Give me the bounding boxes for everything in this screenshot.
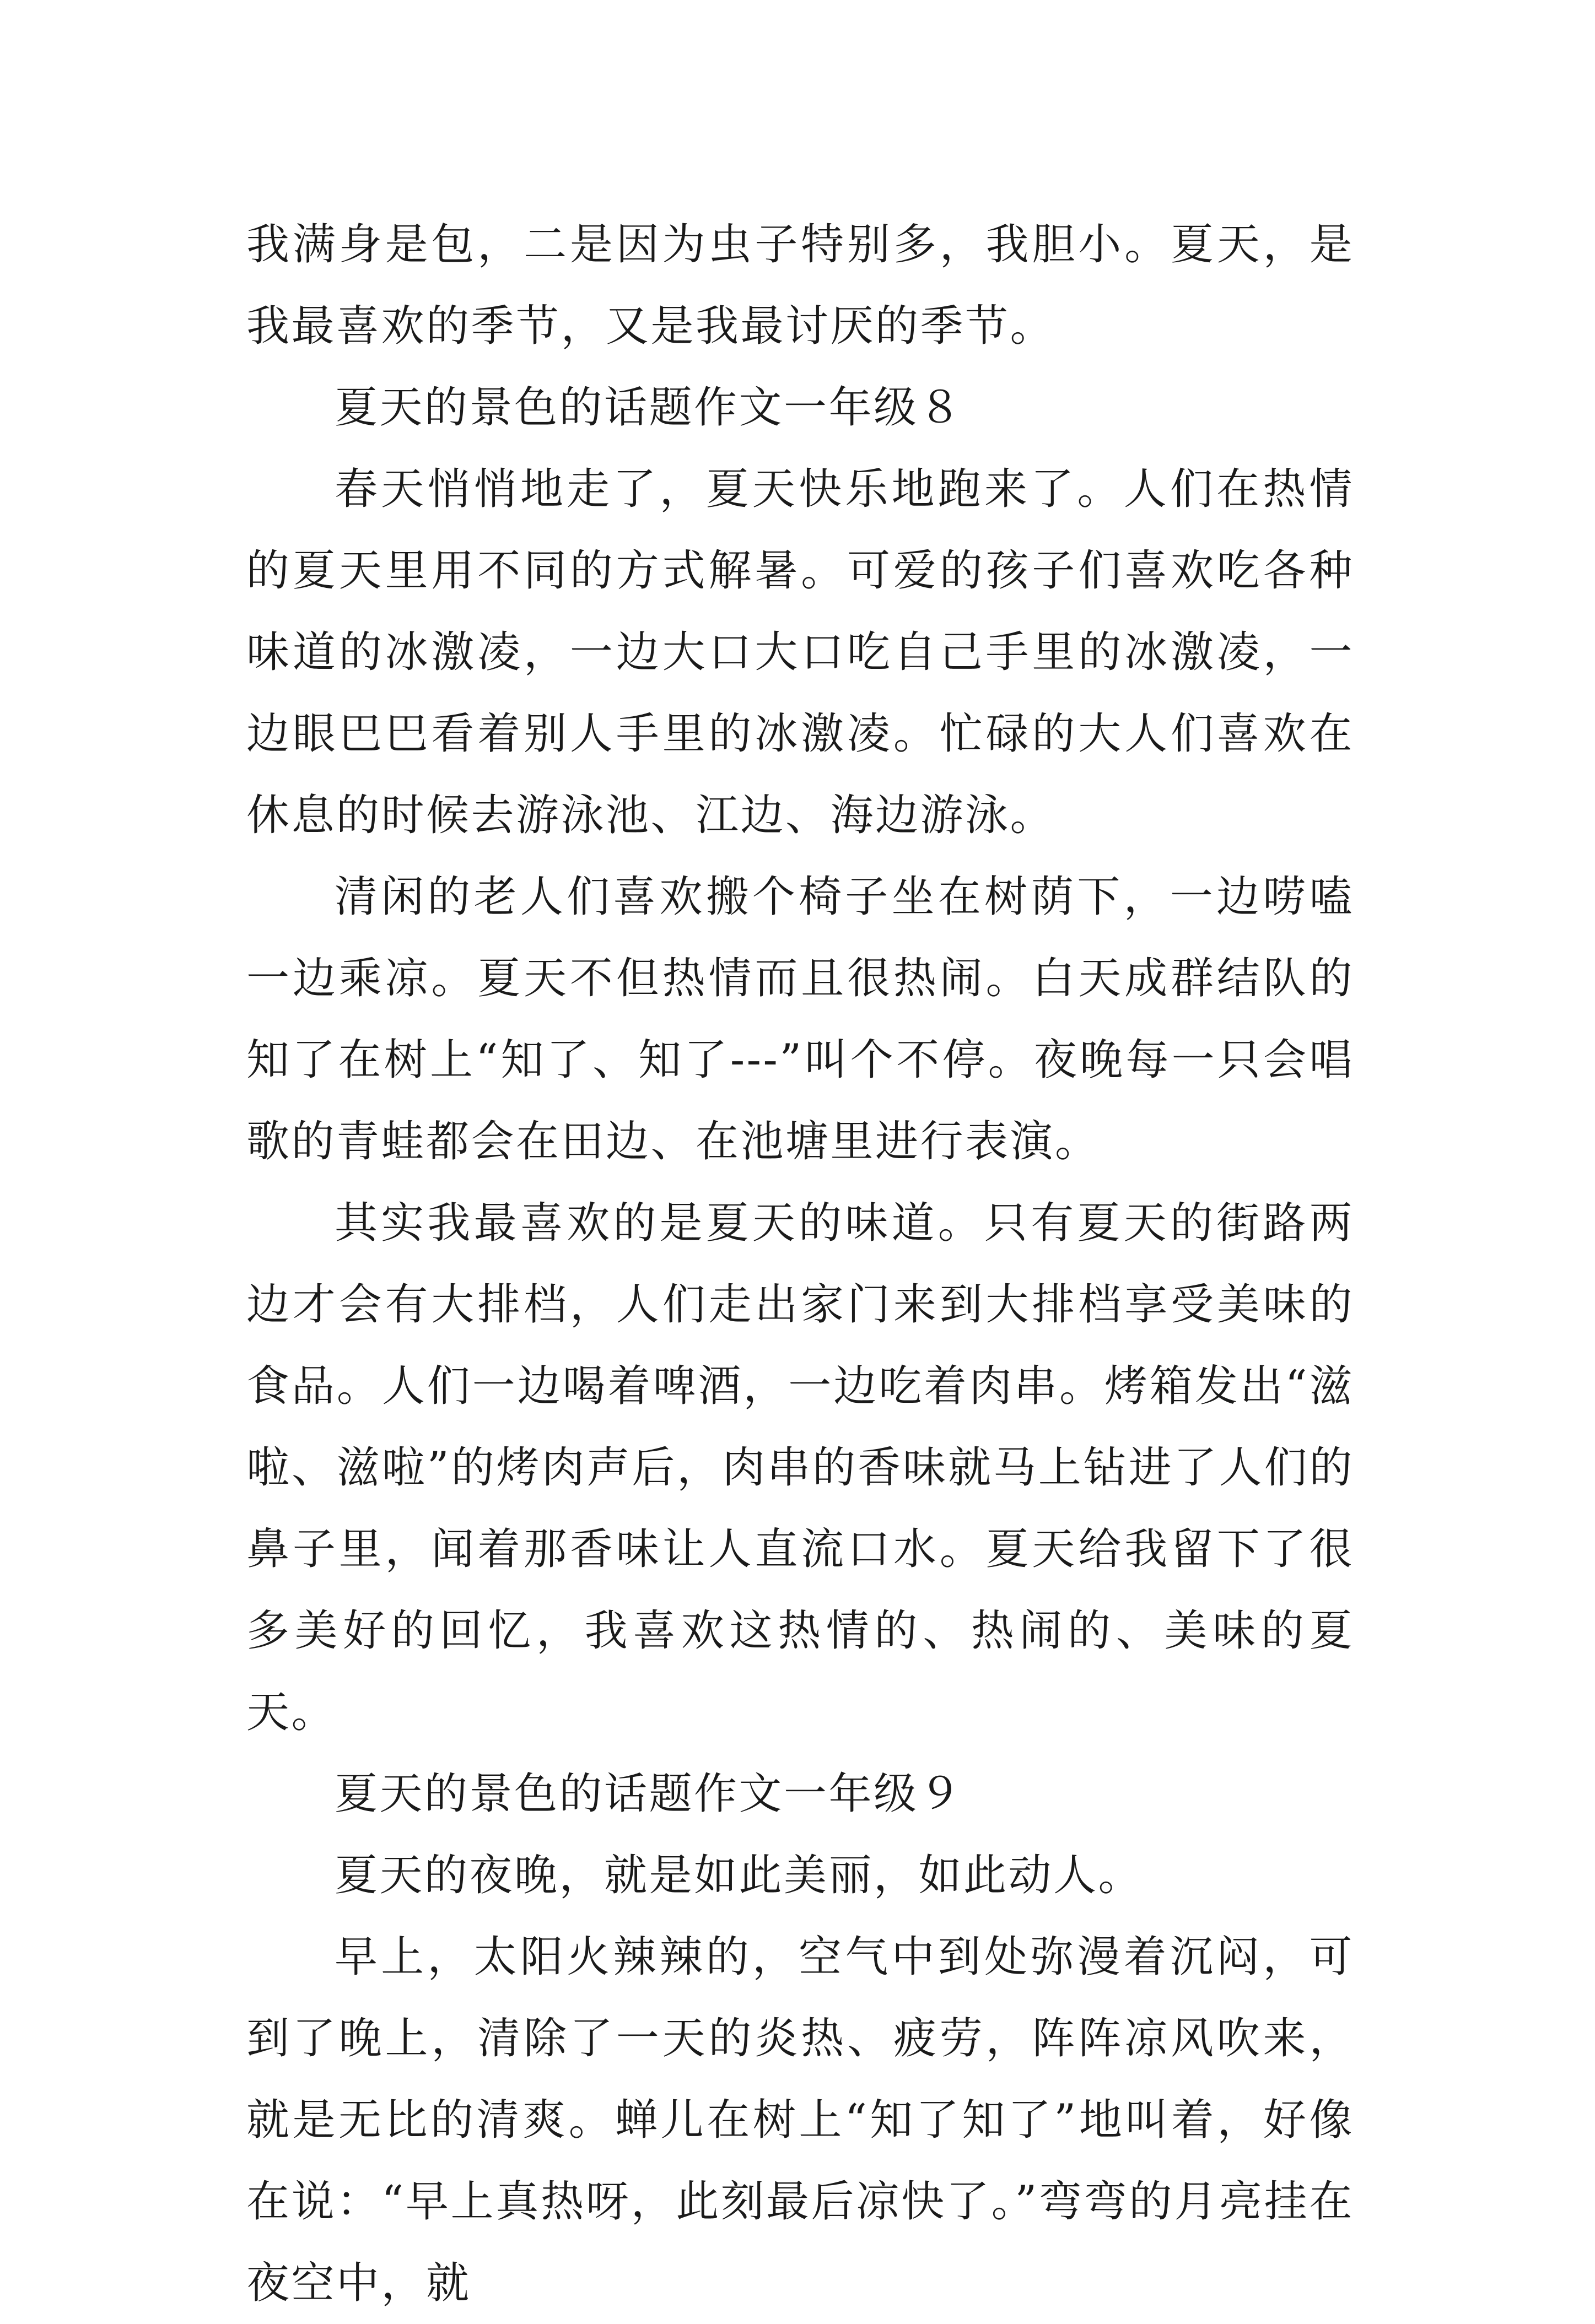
paragraph: 其实我最喜欢的是夏天的味道。只有夏天的街路两边才会有大排档，人们走出家门来到大排档享受美味的食品。人们一边喝着啤酒，一边吃着肉串。烤箱发出“滋啦、滋啦”的烤肉声后，肉串的香味就马上钻进了人们的鼻子里，闻着那香味让人直流口水。夏天给我留下了很多美好的回忆，我喜欢这热情的、热闹的、美味的夏天。 bbox=[246, 1198, 1354, 1737]
document-body bbox=[246, 204, 1354, 2324]
paragraph: 夏天的夜晚，就是如此美丽，如此动人。 bbox=[335, 1851, 1144, 1900]
paragraph: 早上，太阳火辣辣的，空气中到处弥漫着沉闷，可到了晚上，清除了一天的炎热、疲劳，阵阵凉风吹来，就是无比的清爽。蝉儿在树上“知了知了”地叫着，好像在说：“早上真热呀，此刻最后凉快了。”弯弯的月亮挂在夜空中，就 bbox=[246, 1932, 1354, 2308]
paragraph: 清闲的老人们喜欢搬个椅子坐在树荫下，一边唠嗑一边乘凉。夏天不但热情而且很热闹。白天成群结队的知了在树上“知了、知了---”叫个不停。夜晚每一只会唱歌的青蛙都会在田边、在池塘里进行表演。 bbox=[246, 872, 1354, 1166]
section-heading-8: 夏天的景色的话题作文一年级８ bbox=[335, 383, 964, 433]
section-heading-9: 夏天的景色的话题作文一年级９ bbox=[335, 1769, 964, 1819]
paragraph: 春天悄悄地走了，夏天快乐地跑来了。人们在热情的夏天里用不同的方式解暑。可爱的孩子们喜欢吃各种味道的冰激凌，一边大口大口吃自己手里的冰激凌，一边眼巴巴看着别人手里的冰激凌。忙碌的大人们喜欢在休息的时候去游泳池、江边、海边游泳。 bbox=[246, 464, 1354, 840]
paragraph-continuation: 我满身是包，二是因为虫子特别多，我胆小。夏天，是我最喜欢的季节，又是我最讨厌的季节。 bbox=[246, 220, 1354, 351]
